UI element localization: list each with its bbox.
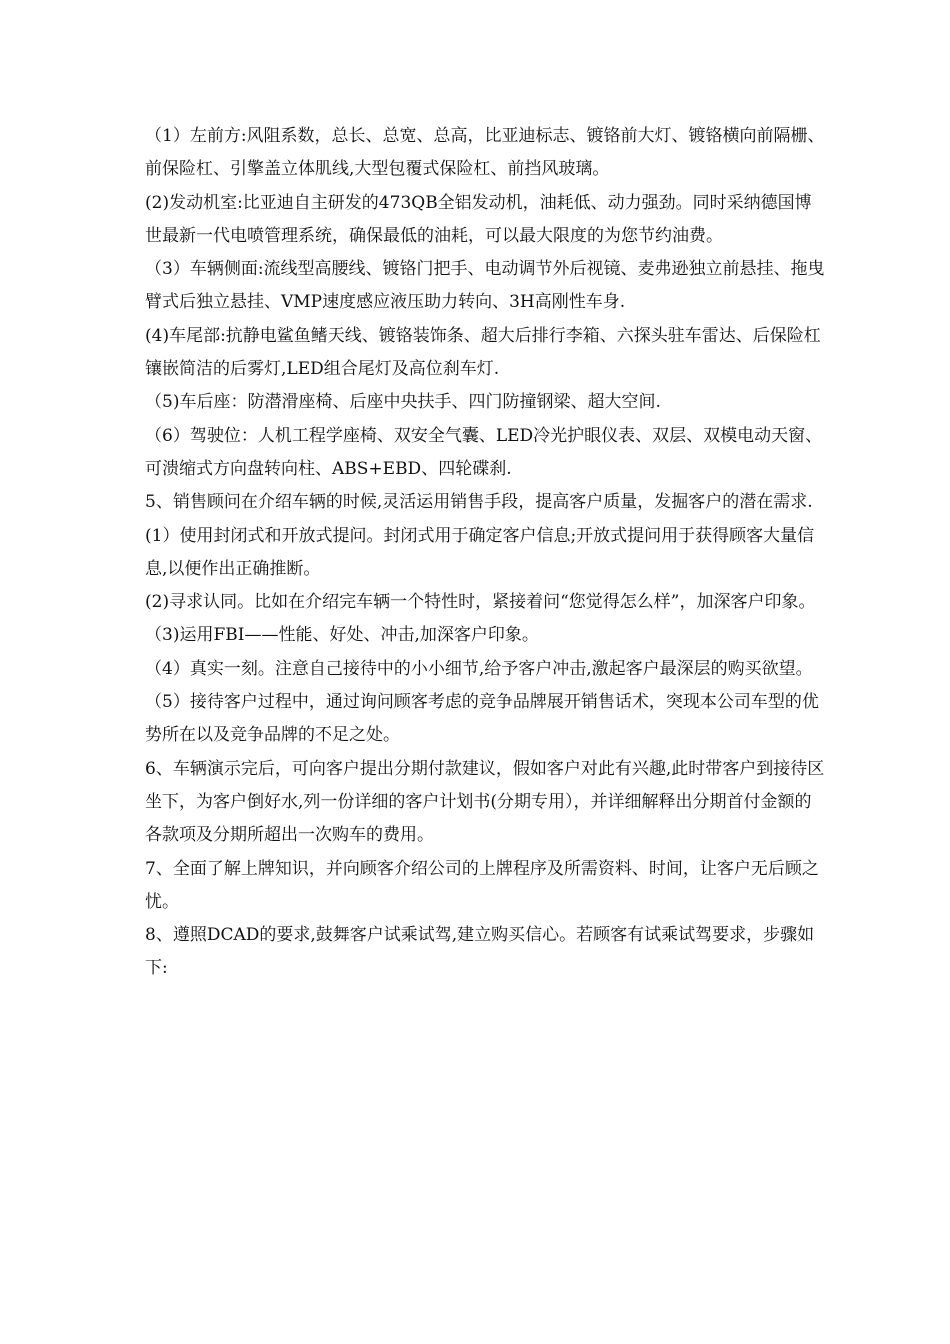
paragraph-vehicle-rear: (4)车尾部:抗静电鲨鱼鳍天线、镀铬装饰条、超大后排行李箱、六探头驻车雷达、后保险杠镶嵌简洁的后雾灯,LED组合尾灯及高位刹车灯. xyxy=(145,325,821,380)
paragraph-item-7: 7、全面了解上牌知识，并向顾客介绍公司的上牌程序及所需资料、时间，让客户无后顾之忧。 xyxy=(145,858,819,912)
paragraph-rear-seat: （5)车后座：防潜滑座椅、后座中央扶手、四门防撞钢梁、超大空间. xyxy=(145,392,661,413)
paragraph-seek-approval: (2)寻求认同。比如在介绍完车辆一个特性时，紧接着问“您觉得怎么样”，加深客户印象。 xyxy=(145,592,816,613)
paragraph-moment-of-truth: （4）真实一刻。注意自己接待中的小小细节,给予客户冲击,激起客户最深层的购买欲望。 xyxy=(145,658,813,679)
paragraph-competition: （5）接待客户过程中，通过询问顾客考虑的竞争品牌展开销售话术，突现本公司车型的优势所在以及竞争品牌的不足之处。 xyxy=(145,692,819,746)
paragraph-item-8: 8、遵照DCAD的要求,鼓舞客户试乘试驾,建立购买信心。若顾客有试乘试驾要求，步骤如下: xyxy=(145,925,815,979)
paragraph-engine-room: (2)发动机室:比亚迪自主研发的473QB全铝发动机，油耗低、动力强劲。同时采纳德国博世最新一代电喷管理系统，确保最低的油耗，可以最大限度的为您节约油费。 xyxy=(145,192,812,246)
paragraph-item-5: 5、销售顾问在介绍车辆的时候,灵活运用销售手段，提高客户质量，发掘客户的潜在需求. xyxy=(145,492,813,513)
paragraph-vehicle-side: （3）车辆侧面:流线型高腰线、镀铬门把手、电动调节外后视镜、麦弗逊独立前悬挂、拖曳臂式后独立悬挂、VMP速度感应液压助力转向、3H高刚性车身. xyxy=(145,259,825,313)
paragraph-front-left: （1）左前方:风阻系数，总长、总宽、总高，比亚迪标志、镀铬前大灯、镀铬横向前隔栅、前保险杠、引擎盖立体肌线,大型包覆式保险杠、前挡风玻璃。 xyxy=(145,126,825,180)
paragraph-item-6: 6、车辆演示完后，可向客户提出分期付款建议，假如客户对此有兴趣,此时带客户到接待区坐下，为客户倒好水,列一份详细的客户计划书(分期专用），并详细解释出分期首付金额的各款项及分期所超出一次购车的费用。 xyxy=(145,758,825,846)
paragraph-driver-seat: （6）驾驶位：人机工程学座椅、双安全气囊、LED冷光护眼仪表、双层、双模电动天窗、可溃缩式方向盘转向柱、ABS+EBD、四轮碟刹. xyxy=(145,425,823,479)
paragraph-questions: (1）使用封闭式和开放式提问。封闭式用于确定客户信息;开放式提问用于获得顾客大量信息,以便作出正确推断。 xyxy=(145,525,815,579)
paragraph-fbi: （3)运用FBI——性能、好处、冲击,加深客户印象。 xyxy=(145,625,539,646)
document-page xyxy=(145,120,825,986)
